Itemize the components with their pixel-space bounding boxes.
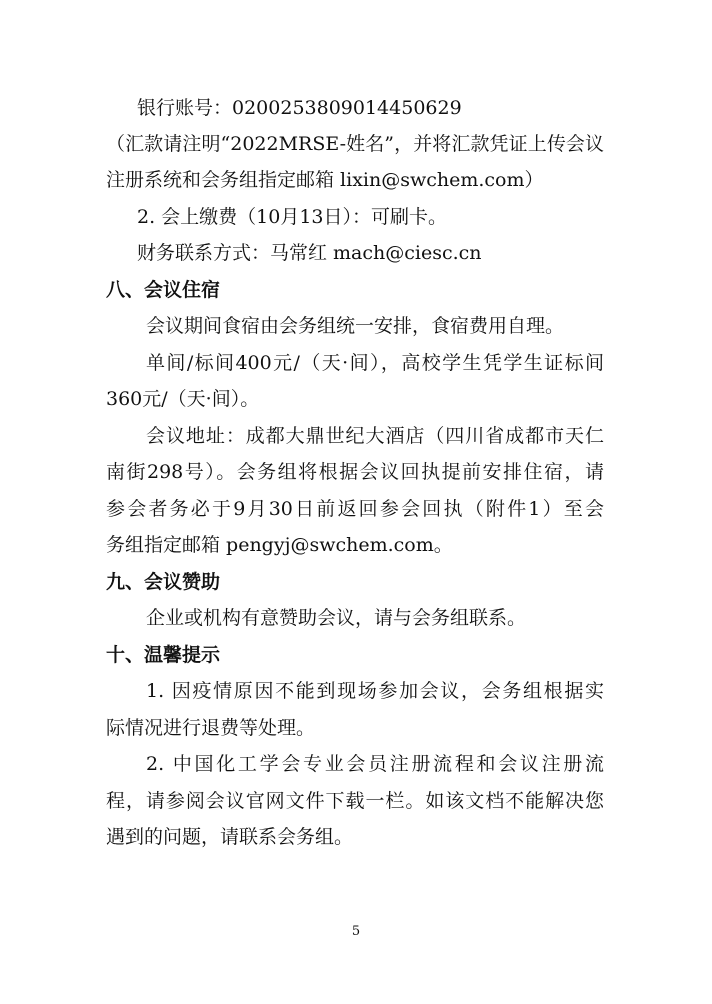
section-10-item-1-line-2: 际情况进行退费等处理。 bbox=[106, 717, 316, 739]
section-8-paragraph-3-line-3: 参会者务必于9月30日前返回参会回执（附件1）至会 bbox=[106, 498, 604, 520]
section-8-paragraph-3-line-1: 会议地址：成都大鼎世纪大酒店（四川省成都市天仁 bbox=[146, 425, 604, 447]
section-8-paragraph-2-line-2: 360元/（天·间）。 bbox=[106, 388, 260, 410]
remit-note-line-2: 注册系统和会务组指定邮箱 lixin@swchem.com） bbox=[106, 169, 544, 191]
remit-note-line-1: （汇款请注明“2022MRSE-姓名”，并将汇款凭证上传会议 bbox=[106, 133, 604, 155]
section-8-paragraph-3-line-2: 南街298号）。会务组将根据会议回执提前安排住宿，请 bbox=[106, 461, 604, 483]
section-8-paragraph-3-line-4: 务组指定邮箱 pengyj@swchem.com。 bbox=[106, 534, 453, 556]
section-10-item-2-line-3: 遇到的问题，请联系会务组。 bbox=[106, 826, 354, 848]
section-8-paragraph-2-line-1: 单间/标间400元/（天·间），高校学生凭学生证标间 bbox=[146, 352, 604, 374]
onsite-payment-line: 2. 会上缴费（10月13日）：可刷卡。 bbox=[137, 206, 448, 228]
section-8-paragraph-1: 会议期间食宿由会务组统一安排，食宿费用自理。 bbox=[146, 315, 565, 337]
finance-contact-line: 财务联系方式：马常红 mach@ciesc.cn bbox=[137, 242, 482, 264]
page-number: 5 bbox=[351, 924, 361, 939]
section-8-heading: 八、会议住宿 bbox=[106, 279, 221, 301]
bank-account-line: 银行账号：0200253809014450629 bbox=[137, 97, 462, 119]
section-9-paragraph-1: 企业或机构有意赞助会议，请与会务组联系。 bbox=[146, 607, 527, 629]
section-10-item-1-line-1: 1. 因疫情原因不能到现场参加会议，会务组根据实 bbox=[146, 680, 604, 702]
section-10-heading: 十、温馨提示 bbox=[106, 644, 221, 666]
section-9-heading: 九、会议赞助 bbox=[106, 571, 221, 593]
section-10-item-2-line-1: 2. 中国化工学会专业会员注册流程和会议注册流 bbox=[146, 753, 604, 775]
section-10-item-2-line-2: 程，请参阅会议官网文件下载一栏。如该文档不能解决您 bbox=[106, 790, 604, 812]
